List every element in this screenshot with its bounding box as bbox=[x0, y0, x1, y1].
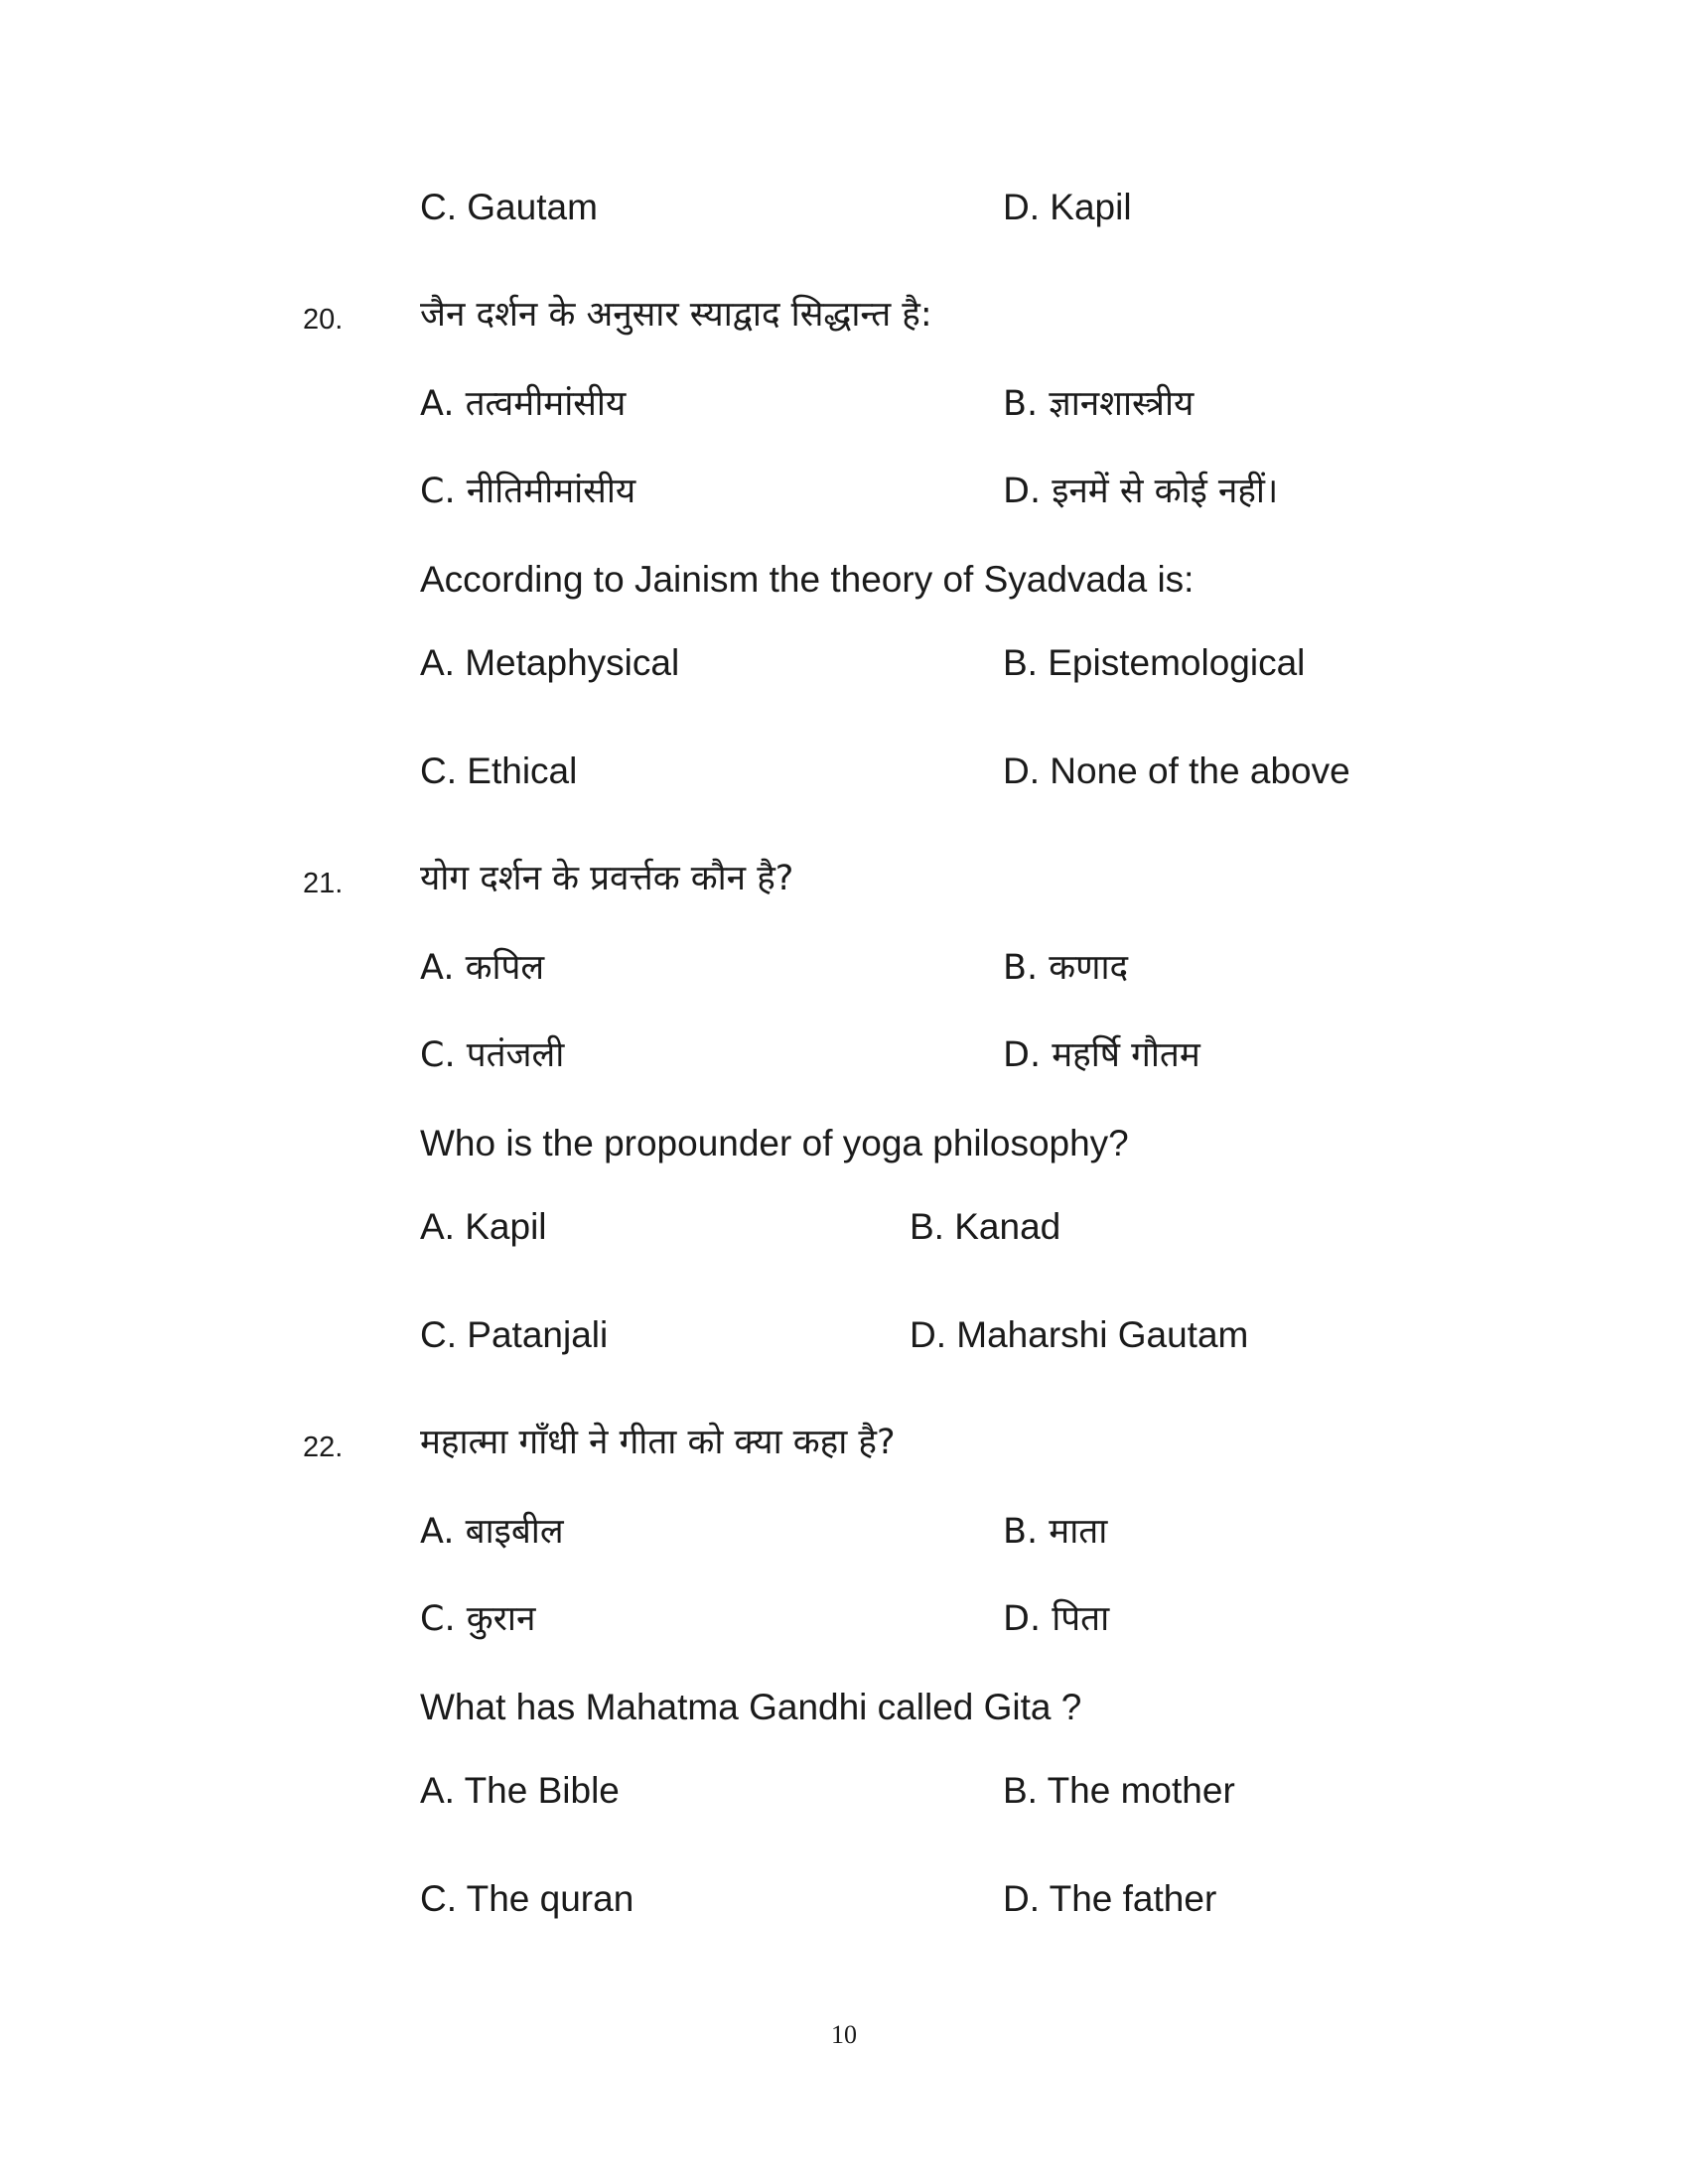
q21-option-d-english: D. Maharshi Gautam bbox=[910, 1314, 1249, 1355]
q19-option-d: D. Kapil bbox=[1003, 187, 1132, 227]
q21-number: 21. bbox=[303, 868, 344, 899]
q20-number: 20. bbox=[303, 304, 344, 336]
q22-option-c-hindi: C. कुरान bbox=[420, 1599, 536, 1639]
q20-question-hindi: जैन दर्शन के अनुसार स्याद्वाद सिद्धान्त है: bbox=[420, 295, 932, 335]
q22-option-a-english: A. The Bible bbox=[420, 1770, 620, 1811]
q22-option-b-hindi: B. माता bbox=[1003, 1512, 1108, 1552]
q22-option-d-english: D. The father bbox=[1003, 1878, 1217, 1919]
q21-option-d-hindi: D. महर्षि गौतम bbox=[1003, 1035, 1200, 1075]
q20-option-b-english: B. Epistemological bbox=[1003, 642, 1306, 683]
q22-option-d-hindi: D. पिता bbox=[1003, 1599, 1110, 1639]
q21-option-b-english: B. Kanad bbox=[910, 1206, 1061, 1247]
q20-option-a-english: A. Metaphysical bbox=[420, 642, 680, 683]
q22-option-a-hindi: A. बाइबील bbox=[420, 1512, 564, 1552]
page-number: 10 bbox=[831, 2020, 857, 2049]
q22-question-hindi: महात्मा गाँधी ने गीता को क्या कहा है? bbox=[420, 1423, 896, 1462]
q21-option-c-hindi: C. पतंजली bbox=[420, 1035, 565, 1075]
q22-option-b-english: B. The mother bbox=[1003, 1770, 1235, 1811]
q20-option-c-english: C. Ethical bbox=[420, 751, 578, 791]
q20-question-english: According to Jainism the theory of Syadvada is: bbox=[420, 559, 1195, 600]
q21-question-english: Who is the propounder of yoga philosophy? bbox=[420, 1123, 1129, 1163]
q20-option-a-hindi: A. तत्वमीमांसीय bbox=[420, 384, 627, 424]
q20-option-c-hindi: C. नीतिमीमांसीय bbox=[420, 472, 636, 511]
q22-question-english: What has Mahatma Gandhi called Gita ? bbox=[420, 1687, 1082, 1727]
q21-question-hindi: योग दर्शन के प्रवर्त्तक कौन है? bbox=[420, 859, 794, 898]
q22-option-c-english: C. The quran bbox=[420, 1878, 634, 1919]
q19-option-c: C. Gautam bbox=[420, 187, 598, 227]
q20-option-b-hindi: B. ज्ञानशास्त्रीय bbox=[1003, 384, 1195, 424]
q20-option-d-hindi: D. इनमें से कोई नहीं। bbox=[1003, 472, 1279, 511]
q21-option-b-hindi: B. कणाद bbox=[1003, 948, 1129, 988]
q21-option-a-hindi: A. कपिल bbox=[420, 948, 545, 988]
q21-option-c-english: C. Patanjali bbox=[420, 1314, 609, 1355]
q22-number: 22. bbox=[303, 1432, 344, 1463]
q20-option-d-english: D. None of the above bbox=[1003, 751, 1350, 791]
q21-option-a-english: A. Kapil bbox=[420, 1206, 547, 1247]
